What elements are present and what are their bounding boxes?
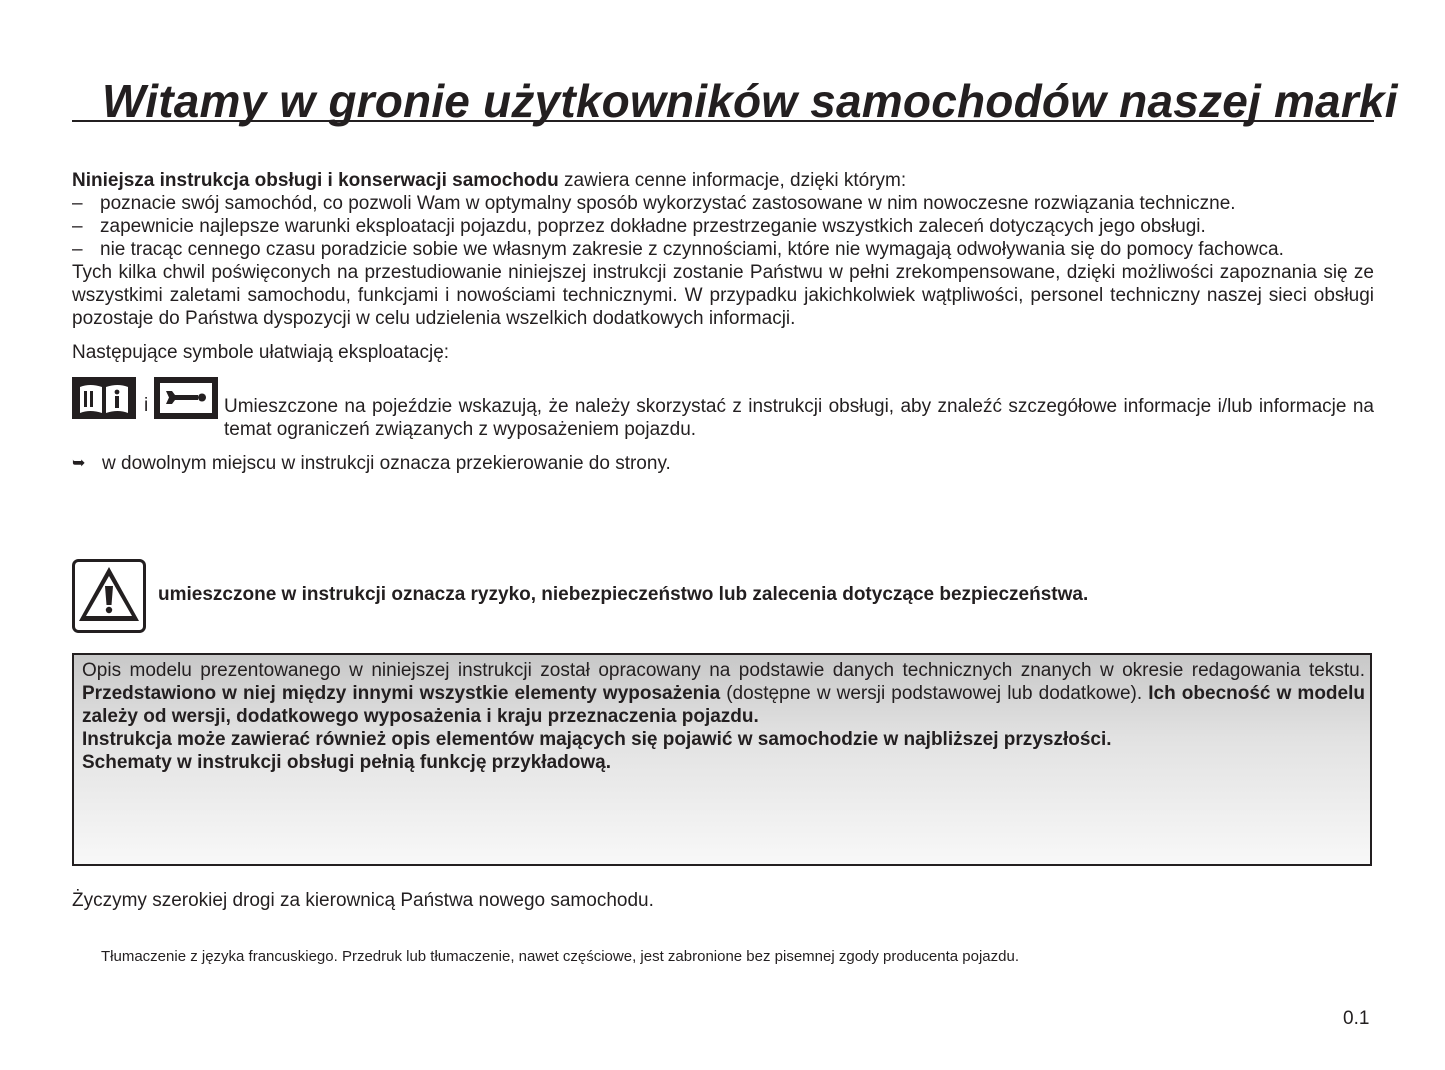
intro-lead [72, 169, 1374, 192]
arrow-right-icon: ➥ [72, 455, 86, 472]
page-number: 0.1 [1343, 1008, 1370, 1029]
wrench-icon [154, 377, 218, 419]
page-title: Witamy w gronie użytkowników samochodów naszej marki [102, 75, 1398, 127]
symbols-row [72, 377, 1374, 447]
note-paragraph [82, 751, 1365, 774]
closing-wish: Życzymy szerokiej drogi za kierownicą Państwa nowego samochodu. [72, 890, 654, 911]
page-title-bar [72, 72, 1398, 127]
dash-marker: – [72, 239, 83, 260]
intro-paragraph: Tych kilka chwil poświęconych na przestudiowanie niniejszej instrukcji zostanie Państwu w pełni zrekompensowane, dzięki możliwości zapoznania się ze wszystkimi zaletami samochodu, funkcjami i nowościami technicznymi. W przypadku jakichkolwiek wątpliwości, personel techniczny naszej sieci obsługi pozostaje do Państwa dyspozycji w celu udzielenia wszelkich dodatkowych informacji. [72, 262, 1374, 329]
note-text: (dostępne w wersji podstawowej lub dodatkowe). [720, 683, 1149, 704]
warning-triangle-icon [72, 559, 146, 633]
warning-text: umieszczone w instrukcji oznacza ryzyko, niebezpieczeństwo lub zalecenia dotyczące bezpieczeństwa. [158, 584, 1089, 605]
note-paragraph [82, 659, 1365, 728]
list-item [72, 215, 1374, 238]
list-item-text: nie tracąc cennego czasu poradzicie sobie we własnym zakresie z czynnościami, które nie wymagają odwoływania się do pomocy fachowca. [100, 239, 1284, 260]
list-item [72, 192, 1374, 215]
intro-section [72, 169, 1374, 330]
note-bold-text: Schematy w instrukcji obsługi pełnią funkcję przykładową. [82, 752, 611, 773]
icons-description: Umieszczone na pojeździe wskazują, że należy skorzystać z instrukcji obsługi, aby znaleźć szczegółowe informacje i/lub informacje na temat ograniczeń związanych z wyposażeniem pojazdu. [224, 396, 1374, 440]
symbols-heading: Następujące symbole ułatwiają eksploatację: [72, 342, 450, 363]
note-bold-text: Ich obecność w modelu zależy od wersji, dodatkowego wyposażenia i kraju przeznaczenia pojazdu. [82, 683, 1365, 727]
book-info-icon [72, 377, 136, 419]
model-note-box [72, 653, 1372, 866]
dash-marker: – [72, 193, 83, 214]
list-item-text: poznacie swój samochód, co pozwoli Wam w optymalny sposób wykorzystać zastosowane w nim nowoczesne rozwiązania techniczne. [100, 193, 1236, 214]
note-text: Opis modelu prezentowanego w niniejszej instrukcji został opracowany na podstawie danych technicznych znanych w okresie redagowania tekstu. [82, 660, 1365, 681]
arrow-reference-row [72, 452, 671, 475]
note-bold-text: Instrukcja może zawierać również opis elementów mających się pojawić w samochodzie w najbliższej przyszłości. [82, 729, 1112, 750]
icons-conjunction: i [144, 395, 149, 416]
arrow-description: w dowolnym miejscu w instrukcji oznacza przekierowanie do strony. [102, 453, 671, 474]
list-item [72, 238, 1374, 261]
intro-lead-bold: Niniejsza instrukcja obsługi i konserwacji samochodu [72, 170, 559, 191]
footnote: Tłumaczenie z języka francuskiego. Przedruk lub tłumaczenie, nawet częściowe, jest zabronione bez pisemnej zgody producenta pojazdu. [101, 948, 1019, 965]
note-bold-text: Przedstawiono w niej między innymi wszystkie elementy wyposażenia [82, 683, 721, 704]
list-item-text: zapewnicie najlepsze warunki eksploatacji pojazdu, poprzez dokładne przestrzeganie wszystkich zaleceń dotyczących jego obsługi. [100, 216, 1206, 237]
note-paragraph [82, 728, 1365, 751]
intro-lead-rest: zawiera cenne informacje, dzięki którym: [558, 170, 907, 191]
dash-marker: – [72, 216, 83, 237]
